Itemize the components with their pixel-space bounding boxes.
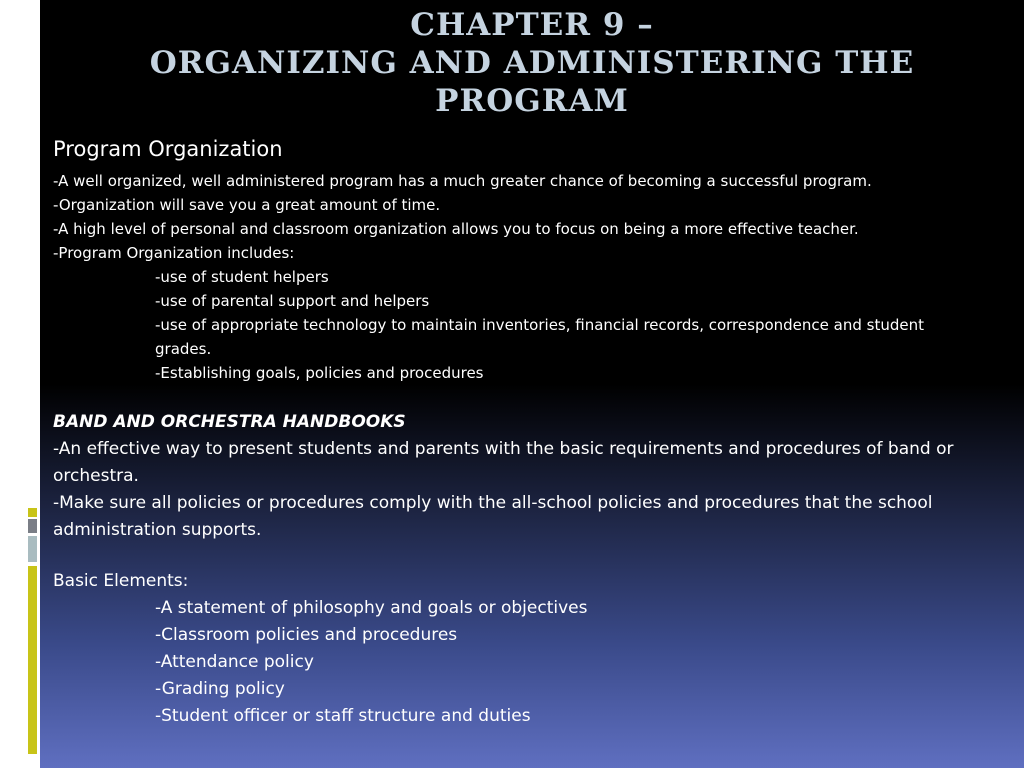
basic-elements-item-1: -A statement of philosophy and goals or objectives xyxy=(155,598,588,618)
handbooks-line-2: -Make sure all policies or procedures comply with the all-school policies and procedures that the school administration supports. xyxy=(53,493,933,540)
program-organization-line-2: -Organization will save you a great amount of time. xyxy=(53,196,441,214)
title-line-1: CHAPTER 9 – xyxy=(410,7,654,43)
program-organization-sub-item-3: -use of appropriate technology to maintain inventories, financial records, correspondence and student grades. xyxy=(155,316,924,358)
program-organization-line-3: -A high level of personal and classroom organization allows you to focus on being a more effective teacher. xyxy=(53,220,859,238)
basic-elements-item-2: -Classroom policies and procedures xyxy=(155,625,458,645)
basic-elements-item-4: -Grading policy xyxy=(155,679,285,699)
slide-body xyxy=(53,135,983,730)
program-organization-sub-item-2: -use of parental support and helpers xyxy=(155,292,430,310)
basic-elements-item-3: -Attendance policy xyxy=(155,652,314,672)
title-line-2: ORGANIZING AND ADMINISTERING THE xyxy=(149,45,915,81)
slide-title xyxy=(40,6,1024,120)
program-organization-sub-item-1: -use of student helpers xyxy=(155,268,329,286)
basic-elements-item-5: -Student officer or staff structure and duties xyxy=(155,706,531,726)
accent-block-light-blue xyxy=(28,536,37,562)
program-organization-heading: Program Organization xyxy=(53,137,283,161)
program-organization-sub-item-4: -Establishing goals, policies and procedures xyxy=(155,364,484,382)
section-spacer xyxy=(53,385,983,409)
accent-block-gray xyxy=(28,519,37,533)
basic-elements-heading: Basic Elements: xyxy=(53,571,189,591)
handbooks-line-1: -An effective way to present students and parents with the basic requirements and procedures of band or orchestra. xyxy=(53,439,954,486)
accent-block-yellow-small xyxy=(28,508,37,517)
accent-block-yellow-tall xyxy=(28,566,37,754)
program-organization-line-4: -Program Organization includes: xyxy=(53,244,295,262)
section-spacer xyxy=(53,544,983,568)
title-line-3: PROGRAM xyxy=(435,83,629,119)
program-organization-line-1: -A well organized, well administered program has a much greater chance of becoming a successful program. xyxy=(53,172,872,190)
handbooks-heading: BAND AND ORCHESTRA HANDBOOKS xyxy=(53,412,406,432)
